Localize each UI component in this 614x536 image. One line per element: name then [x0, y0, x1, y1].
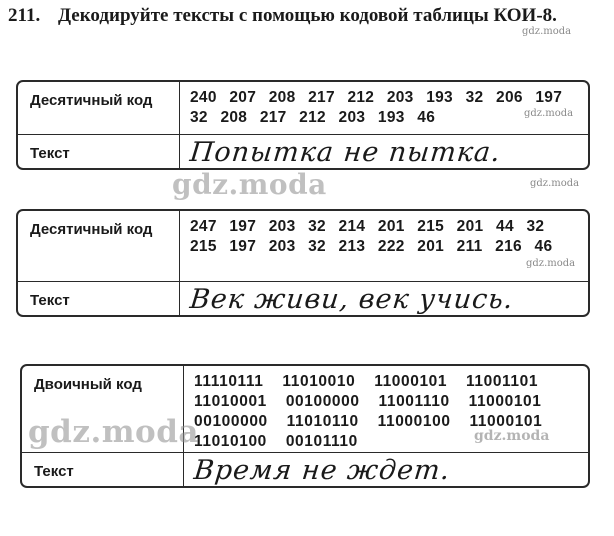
watermark-small: gdz.moda	[526, 258, 576, 269]
text-label: Текст	[22, 453, 184, 488]
text-label: Текст	[18, 135, 180, 170]
code-row	[18, 211, 588, 281]
watermark-large: gdz.moda	[172, 168, 327, 201]
code-values: 11110111 11010010 11000101 11001101 11010001 00100000 11001110 11000101 00100000 11010110 11000100 11000101 11010100 00101110	[194, 373, 543, 450]
watermark-small: gdz.moda	[522, 26, 572, 37]
task-number: 211.	[8, 5, 41, 26]
watermark-small: gdz.moda	[474, 428, 550, 444]
task-text: Декодируйте тексты с помощью кодовой таблицы КОИ-8.	[58, 5, 557, 26]
handwritten-answer: Попытка не пытка.	[188, 137, 503, 168]
handwritten-answer: Время не ждет.	[192, 455, 452, 486]
code-values: 240 207 208 217 212 203 193 32 206 197 32 208 217 212 203 193 46	[190, 89, 563, 126]
code-label: Десятичный код	[18, 82, 180, 134]
code-table-1	[16, 80, 590, 170]
text-row	[18, 134, 588, 170]
text-row	[18, 281, 588, 317]
handwritten-answer: Век живи, век учись.	[188, 284, 516, 315]
code-row	[18, 82, 588, 134]
code-label: Десятичный код	[18, 211, 180, 281]
text-row	[22, 452, 588, 488]
code-table-2	[16, 209, 590, 317]
code-label: Двоичный код	[22, 366, 184, 452]
watermark-small: gdz.moda	[524, 108, 574, 119]
text-label: Текст	[18, 282, 180, 317]
watermark-small: gdz.moda	[530, 178, 580, 189]
code-values: 247 197 203 32 214 201 215 201 44 32 215 197 203 32 213 222 201 211 216 46	[190, 218, 553, 255]
watermark-large: gdz.moda	[28, 414, 199, 450]
